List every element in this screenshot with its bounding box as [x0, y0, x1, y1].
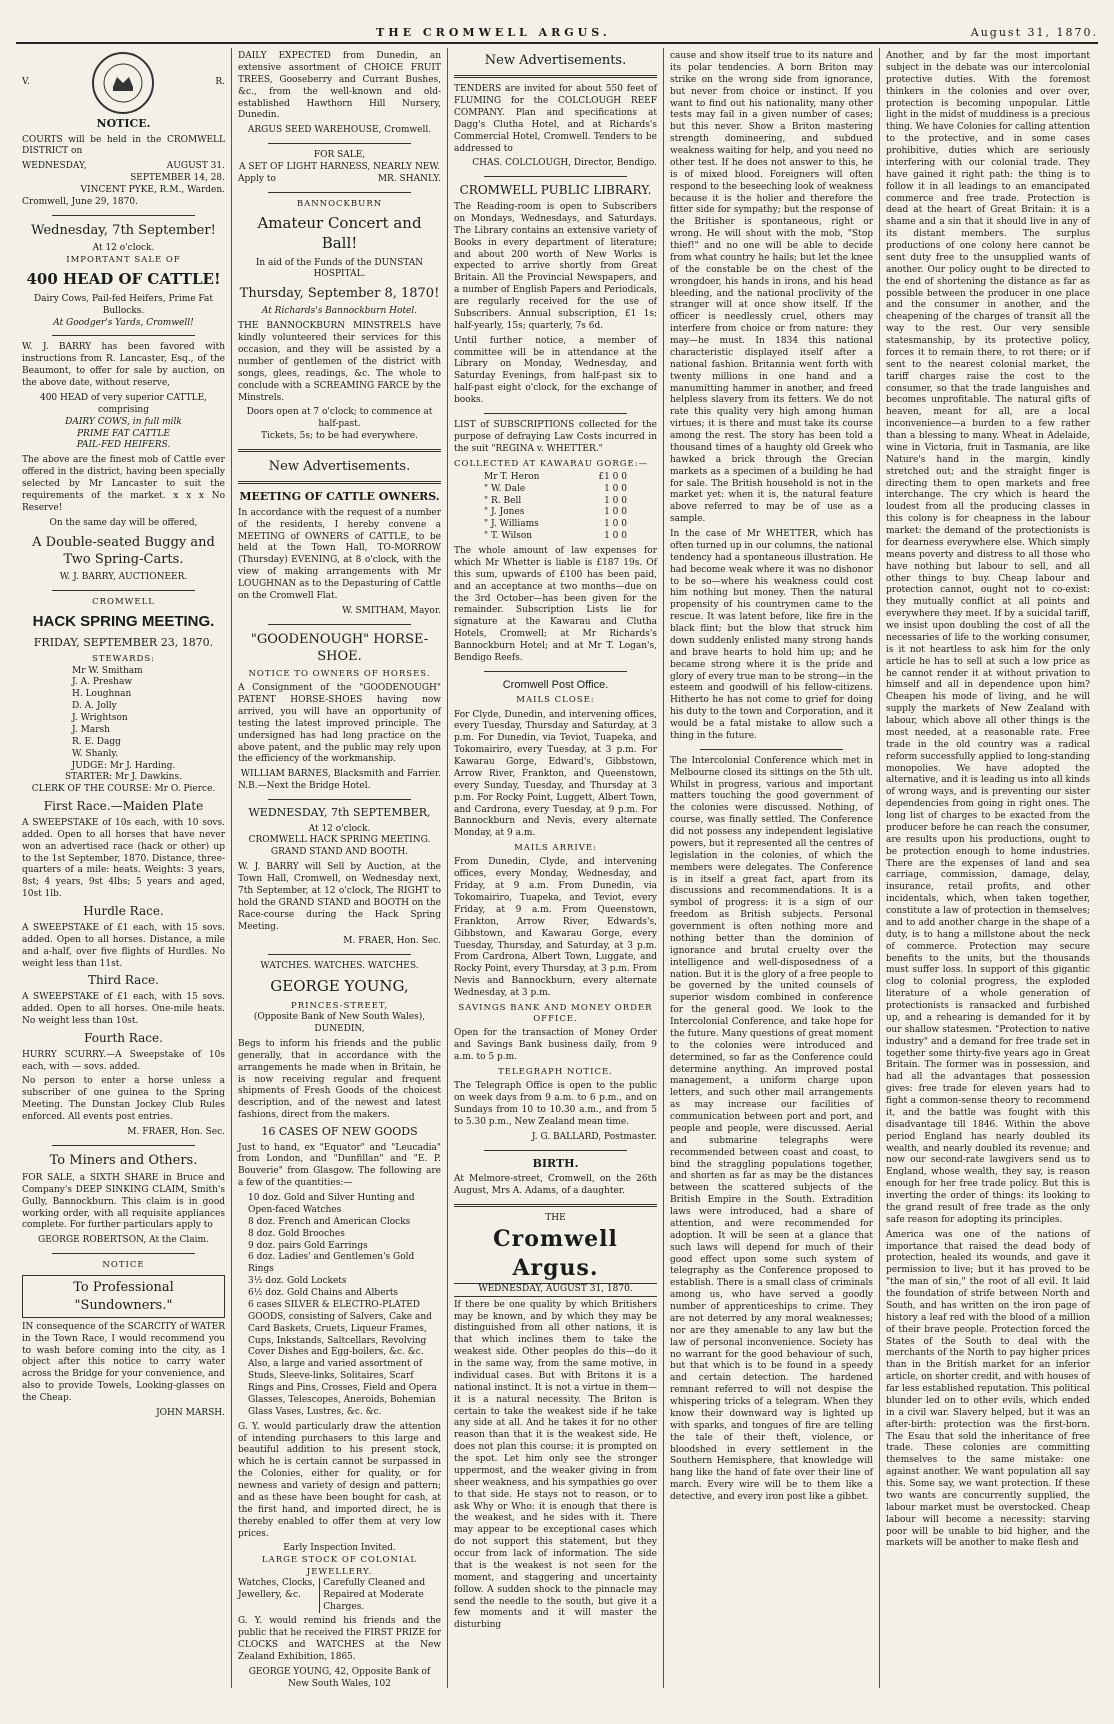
steward: J. Wrightson	[72, 713, 128, 723]
repair-service: Carefully Cleaned and Repaired at Moderate Charges.	[319, 1578, 441, 1614]
horseshoe-subtitle: NOTICE TO OWNERS OF HORSES.	[248, 668, 431, 679]
notice-signature: VINCENT PYKE, R.M., Warden.	[80, 185, 225, 196]
george-young-prize: G. Y. would remind his friends and the public that he received the FIRST PRIZE for CLOCKS and WATCHES at the New Zealand Exhibition, 1865.	[238, 1616, 441, 1663]
goods-item: 8 doz. French and American Clocks	[248, 1216, 411, 1227]
auction-body: W. J. BARRY will Sell by Auction, at the Town Hall, Cromwell, on Wednesday next, 7th September, at 12 o'clock, The RIGHT to hold the GRAND STAND and BOOTH on the Race-course during the Hack Spring Meeting.	[238, 862, 441, 932]
editorial-paragraph-2: cause and show itself true to its nature and its polar tendencies. A born Briton may strike on the wrong side from ignorance, but never from choice or instinct. If you want to find out his nationality, many other tests may fail in a given number of cases; but this never. Show a Briton mastering strength domineering, and subdued weakness waiting for help, and you need no other test. If he does not answer to this, he is of mixed blood. Foreigners will often respond to the beseeching look of weakness because it is the holier and therefore the fitter side for sympathy; but the response of the Britisher is spontaneous, right or wrong. He will shout with the mob, "Stop thief!" and no one will be able to decide from what country he hails; but let the knee of the constable be on the chest of the wrongdoer, his hands in irons, and his head bleeding, and the national proclivity of the stranger will at once show itself. If the officer is needlessly cruel, others may interfere from choice or from nature: they may—he must. In 1834 this national characteristic displayed itself after a national fashion. Britannia went forth with twenty millions in one hand and a manumitting hammer in another, and freed helpless slavery from its fetters. We do not rate this quality very high among human virtues; it is there and must take its course among the rest. The story has been told a thousand times of a haughty old Greek who hawked a brick through the Grecian markets as a specimen of a building he had for sale. The British household is not in the market yet: when it is, the natural feature above referred to may be of use as a sample.	[670, 51, 873, 525]
sundowners-notice: NOTICE	[102, 1260, 145, 1271]
paper-title: THE CROMWELL ARGUS.	[376, 25, 611, 39]
new-advertisements-heading: New Advertisements.	[484, 53, 627, 68]
concert-body: THE BANNOCKBURN MINSTRELS have kindly volunteered their services for this occasion, and they will be assisted by a number of gentlemen of the district with songs, glees, readings, &c. The whole to conclude with a SCREAMING FARCE by the Minstrels.	[238, 321, 441, 403]
sale-auctioneer: W. J. BARRY, AUCTIONEER.	[59, 571, 188, 582]
sale-important: IMPORTANT SALE OF	[66, 254, 181, 265]
clerk-of-course: CLERK OF THE COURSE: Mr O. Pierce.	[31, 784, 216, 795]
stewards-heading: STEWARDS:	[91, 654, 156, 665]
daily-expected-body: DAILY EXPECTED from Dunedin, an extensive assortment of CHOICE FRUIT TREES, Gooseberry and Currant Bushes, &c., from the well-known and old-established Hawthorn Hill Nursery, Dunedin.	[238, 51, 441, 121]
savings-bank-heading: SAVINGS BANK AND MONEY ORDER OFFICE.	[458, 1002, 653, 1025]
george-young-note: G. Y. would particularly draw the attention of intending purchasers to this large and beautiful addition to his present stock, which he is certain cannot be surpassed in the Colonies, either for quality, or for newness and variety of design and pattern; and as these have been bought for cash, at the first hand, and imported direct, he is thereby enabled to offer them at very low prices.	[238, 1421, 441, 1539]
goods-item: 9 doz. pairs Gold Earrings	[248, 1240, 368, 1251]
harness-body: A SET OF LIGHT HARNESS, NEARLY NEW.	[239, 162, 440, 172]
sale-date: Wednesday, 7th September!	[31, 222, 216, 238]
library-title: CROMWELL PUBLIC LIBRARY.	[459, 183, 652, 198]
mails-arrive-heading: MAILS ARRIVE:	[514, 843, 597, 854]
horseshoe-title: "GOODENOUGH" HORSE-SHOE.	[250, 631, 429, 664]
column-1	[16, 48, 232, 1688]
race-4-title: Fourth Race.	[84, 1030, 163, 1045]
george-young-invite: Early Inspection Invited.	[283, 1543, 396, 1554]
steward: D. A. Jolly	[72, 701, 117, 712]
notice-day: WEDNESDAY,	[22, 161, 87, 172]
tender-signature: CHAS. COLCLOUGH, Director, Bendigo.	[472, 158, 657, 169]
sundowners-body: IN consequence of the SCARCITY of WATER in the Town Race, I would recommend you to wash before coming into the city, as I object after this notice to carry water across the Bridge for your convenience, and also to provide Towels, Looking-glasses on the Cheap.	[22, 1321, 225, 1403]
masthead	[16, 22, 1098, 44]
hack-date: FRIDAY, SEPTEMBER 23, 1870.	[33, 635, 214, 649]
steward: J. A. Preshaw	[72, 677, 133, 688]
editorial-paragraph-6: America was one of the nations of importance that raised the dead body of protection, healed its wounds, and gave it permission to live; but it has proved to be "the man of sin," the root of all evil. It laid the foundation of strife between North and South, and has written on the iron page of history a leaf red with the blood of a million of their brave people. Protection forced the States of the South to deal with the merchants of the North to pay higher prices than in the British market for an inferior article, on shorter credit, and with houses of far less established reputation. This political blunder led on to other evils, which ended in a civil war. Slavery helped, but it was an after-birth: protection was the first-born. The Esau that sold the inheritance of free trade. These colonies are committing themselves to the same mistake: one against another. We want population all say this. Some say, we want protection. If these two wants are concurrently supplied, the labour market must be overstocked. Cheap labour will become a necessity: starving poor will be unable to bid higher, and the markets will be another to make flesh and	[886, 1229, 1090, 1549]
editorial-date: WEDNESDAY, AUGUST 31, 1870.	[454, 1283, 657, 1297]
sale-body: W. J. BARRY has been favored with instructions from R. Lancaster, Esq., of the Beaumont, to offer for sale by auction, on the above date, without reserve,	[22, 342, 225, 389]
george-young-street: PRINCES-STREET,	[290, 1000, 389, 1011]
george-young-body: Begs to inform his friends and the public generally, that in accordance with the arrangements he made when in Britain, he is now receiving regular and frequent shipments of Fresh Goods of the choicest description, and of the newest and latest fashions, direct from the makers.	[238, 1038, 441, 1121]
telegraph-body: The Telegraph Office is open to the public on week days from 9 a.m. to 6 p.m., and on Sundays from 10 to 10.30 a.m., and from 5 to 5.30 p.m., New Zealand mean time.	[454, 1081, 657, 1127]
mails-arrive-body: From Dunedin, Clyde, and intervening offices, every Monday, Wednesday, and Friday, at 9 a.m. From Dunedin, via Tokomairiro, Tuapeka, and Teviot, every Friday, at 9 a.m. From Queenstown, Frankton, Arrow River, Edwards's, Gibbstown, and Kawarau Gorge, every Tuesday, Thursday, and Saturday, at 3 p.m. From Cardrona, Albert Town, Luggate, and Rocky Point, every Thursday, at 3 p.m. From Nevis and Bannockburn, every alternate Wednesday, at 3 p.m.	[454, 857, 657, 999]
george-young-cases-body: Just to hand, ex "Equator" and "Leucadia" from London, and "Dunfillan" and "E. P. Bouverie" from Glasgow. The following are a few of the quantities:—	[238, 1142, 441, 1189]
postmaster-signature: J. G. BALLARD, Postmaster.	[531, 1131, 657, 1142]
harness-heading: FOR SALE,	[313, 150, 366, 161]
auction-stand: GRAND STAND AND BOOTH.	[270, 847, 409, 858]
george-young-footer: GEORGE YOUNG, 42, Opposite Bank of New South Wales, 102	[248, 1666, 431, 1688]
harness-name: MR. SHANLY.	[377, 173, 441, 184]
horseshoe-signature: WILLIAM BARNES, Blacksmith and Farrier.	[240, 769, 441, 780]
sale-also: On the same day will be offered,	[49, 517, 198, 528]
masthead-date: August 31, 1870.	[970, 25, 1098, 39]
sundowners-title: To Professional "Sundowners."	[22, 1275, 225, 1317]
sale-time: At 12 o'clock.	[92, 242, 155, 253]
editorial-paragraph-3: In the case of Mr WHETTER, which has often turned up in our columns, the national tendency had a spontaneous illustration. He had become weak where it was no dishonor to be so—where his weakness could cost him nothing but money. Then the natural propensity of his countrymen came to the rescue. It was latent before, like fire in the black flint; but the blow that struck him down suddenly enlisted many strong hands and brave hearts to hold him up; and he became strong where it is the pride and glory of every true man to be strong—in the esteem and goodwill of his fellow-citizens. Hitherto he has not come to grief for doing his duty to the town and Corporation, and it would be a fatal mistake to allow such a thing in the future.	[670, 529, 873, 741]
race-signature: M. FRAER, Hon. Sec.	[127, 1126, 225, 1137]
daily-expected-signature: ARGUS SEED WAREHOUSE, Cromwell.	[247, 125, 432, 136]
race-1-title: First Race.—Maiden Plate	[43, 799, 204, 814]
race-2-body: A SWEEPSTAKE of £1 each, with 15 sovs. added. Open to all horses. Distance, a mile and a-half, over five flights of Hurdles. No weight less than 11st.	[22, 922, 225, 969]
birth-heading: BIRTH.	[532, 1156, 579, 1170]
race-3-body: A SWEEPSTAKE of £1 each, with 15 sovs. added. Open to all horses. One-mile heats. No weight less than 10st.	[22, 992, 225, 1026]
subscription-row: Mr T. Heron £1 0 0	[484, 471, 627, 482]
cattle-meeting-body: In accordance with the request of a number of the residents, I hereby convene a MEETING of OWNERS of CATTLE, to be held at the Town Hall, TO-MORROW (Thursday) EVENING, at 8 o'clock, with the view of making arrangements with Mr LOUGHNAN as to the Depasturing of Cattle on the Cromwell Flat.	[238, 507, 441, 601]
editorial-paragraph-4: The Intercolonial Conference which met in Melbourne closed its sittings on the 5th ult. Whilst in progress, various and important matters touching the good government of the colonies were discussed. Nothing, of course, was finally settled. The Conference did not possess any independent legislative powers, but it represented all the centres of legislation in the colonies, of which the members were delegates. The Conference is in itself a great fact, apart from its discussions and recommendations. It is a symbol of progress: it is a sign of our freedom as British subjects. Personal government is often nothing more and nothing better than the dominion of ignorance and brutal cruelty over the intelligence and well-disposedness of a nation. But it is the glory of a free people to be governed by the united counsels of superior wisdom combined in conference for the general good. We look to the Intercolonial Conference, and take hope for the future. Many questions of great moment to the colonies were introduced and determined, so far as the Conference could determine anything. An improved postal management, a uniform charge upon letters, and such other mail arrangements as may increase our facilities of communication between port and port, and people and people, were discussed. Aerial and submarine telegraphs were recommended between coast and coast, to bind the straggling populations together, and shorten as far as may be the distances between the scattered subjects of the British Empire in the South. Extradition laws were introduced, had a share of attention, and were recommended for adoption. It will be seen at a glance that such laws will depend for much of their good effect upon some such system of telegraphy as the Conference proposed to establish. There is a small class of criminals among us, who have served a goodly number of apprenticeships to crime. They are not deterred by any moral weaknesses; nor are they amenable to any law but the law of personal inconvenience. Society has no warrant for the good behaviour of such, but that which is to be found in a speedy and certain detection. The hardened remnant referred to will not despise the whispering tricks of a telegram. When they know their downward way is lighted up with sparks, and tongues of fire are telling the tale of their theft, violence, or bloodshed in every settlement in the Southern Hemisphere, that knowledge will hang like the hand of fate over their line of march. Every wire will be to them like a detective, and every iron post like a gibbet.	[670, 755, 873, 1502]
editorial-paragraph-5: Another, and by far the most important subject in the debate was our intercolonial protective duties. With the foremost thinkers in the colonies and over over, protection is becoming unpopular. Little light in the midst of muddiness is a precious thing. We have Colonies for calling attention to the protective, and in some cases prohibitive, duties which are seriously interfering with our colonial trade. They have gained it right path: the thing is to follow it in all leadings to an emancipated commerce and free trade. Protection is dead at the heart of Great Britain: it is a shame and a sin that it should live in any of its distant members. The surplus productions of one colony here cannot be sent duty free to the unsupplied wants of another. Our policy ought to be directed to the end of shortening the distance as far as possible between the producer in one place and the consumer in another, and the cheapening of the charges of transit all the way to the rest. Our very sensible statesmanship, by its protective policy, forces it to remain there, to rot there; or if sent to the nearest colonial market, the tariff charges raise the cost to the consumer, so that the trade languishes and becomes unprofitable. The natural gifts of heaven, meant for all, are a local inconvenience—a burden to a few rather than a blessing to many. Wheat in Adelaide, wine in Victoria, fruit in Tasmania, are like Nature's hand in the margin, kindly stretched out; and the straight finger is directing them to open markets and free interchange. The cry which is heard the loudest from all the producing classes in this colony is for cheapness in the labour market: the demand of the protectionists is for dearness everywhere else. Which simply means poverty and distress to all those who have nothing but labour to sell, and all other things to buy. Cheap labour and protection cannot, ought not to co-exist: they mutually conflict at all points and everywhere they meet. If by a suicidal tariff, we insist upon doubling the cost of all the necessaries of life to the working consumer, is it not heartless to ask him for the only article he has to sell at such a low price as he cannot render it at without privation to himself and all in dependence upon him? Cheapen his mode of living, and he will supply the markets of New Zealand with labour, which above all other things is the most needed, at a reasonable rate. Free trade in the old country was a radical reform successfully applied to long-standing monopolies. We have adopted the alternative, and it is leading us into all kinds of wrong ways, and is preventing our sister dependencies from going in right ones. The long list of charges to be exacted from the producer before he can reach the consumer, are results upon his productions, ought to be protection enough to home industries. There are the expenses of land and sea carriage, commission, damage, delay, insurance, retail profits, and other incidentals, which, when taken together, constitute a law of protection in themselves; and to add another charge in the shape of a duty, is to hang a millstone about the neck of commerce. Protection may secure benefits to the units, but the thousands must suffer loss. In support of this gigantic clog to colonial progress, the exploded literature of a whole generation of protectionists is ransacked and furbished up, and a rehearing is demanded for it by our shallow statesmen. "Protection to native industry" and a demand for free trade set in together some thirty-five years ago in Great Britain. The former was in possession, and had all the advantages that possession gives: free trade for eleven years had to fight a common-sense theory to recommend it, and the battle was fought with this disadvantage till 1846. Within the above period England has nearly doubled its wealth, and nearly doubled its revenue; and now our second-rate lawgivers send us to England, whose wealth, they say, is reason enough for her free trade policy. But this is inverting the order of things: its looking to the grand result of free trade as the only safe reason for adopting its principles.	[886, 51, 1090, 1225]
subscription-row: " T. Wilson 1 0 0	[484, 531, 627, 542]
hack-town: CROMWELL	[92, 596, 155, 607]
goods-item: 3½ doz. Gold Lockets	[248, 1276, 347, 1287]
horseshoe-body: A Consignment of the "GOODENOUGH" PATENT HORSE-SHOES having now arrived, you will have an opportunity of testing the latest improved principle. The undersigned has had long practice on the above patent, and the public may rely upon the efficiency of the workmanship.	[238, 683, 441, 765]
post-office-title: Cromwell Post Office.	[502, 678, 609, 691]
sundowners-signature: JOHN MARSH.	[156, 1407, 225, 1418]
subscriptions-title: LIST of SUBSCRIPTIONS collected for the purpose of defraying Law Costs incurred in the suit "REGINA v. WHETTER."	[454, 419, 657, 454]
watches-banner: WATCHES. WATCHES. WATCHES.	[260, 961, 419, 972]
vr-v: V.	[22, 77, 30, 88]
concert-tickets: Tickets, 5s; to be had everywhere.	[261, 431, 418, 442]
library-body: The Reading-room is open to Subscribers on Mondays, Wednesdays, and Saturdays. The Library contains an extensive variety of Books in every department of literature; and about 200 worth of New Works is expected to arrive shortly from Great Britain. All the Provincial Newspapers, and a number of English Papers and Periodicals, are regularly received for the use of Subscribers. Annual subscription, £1 1s; half-yearly, 15s; quarterly, 7s 6d.	[454, 202, 657, 331]
steward: Mr W. Smitham	[72, 665, 143, 676]
editorial-paragraph-1: If there be one quality by which Britishers may be known, and by which they may be distinguished from all other nations, it is that which inclines them to take the weakest side. Other peoples do this—do it in the same way, from the same motive, in individual cases. But with Britons it is a national instinct. It is not a virtue in them—it is a natural necessity. The Briton is certain to take the weakest side if he take any side at all. And he takes it for no other reason than that it is the weakest side. He does not plan this course: it is prompted on the spot. Let him only see the stronger uppermost, and the weaker giving in from sheer weakness, and his sympathies go over to that side. He stays not to reason, or to ask Why or Who: it is enough that there is the weakest, and he sides with it. There may appear to be exceptional cases which do not support this statement, but they occur from lack of information. The side that is the weakest is not seen for the moment, and staggering and uncertainty follow. A sudden shock to the pinnacle may send the needle to the south, but give it a few moments and it will master the disturbing	[454, 1299, 657, 1631]
george-young-opposite: (Opposite Bank of New South Wales),	[253, 1012, 426, 1023]
concert-aid: In aid of the Funds of the DUNSTAN HOSPITAL.	[255, 257, 424, 280]
goods-item: 6 cases SILVER & ELECTRO-PLATED GOODS, consisting of Salvers, Cake and Card Baskets, Cruets, Liqueur Frames, Cups, Inkstands, Saltcellars, Revolving Cover Dishes and Egg-boilers, &c. &c.	[248, 1299, 432, 1358]
cattle-meeting-heading: MEETING OF CATTLE OWNERS.	[239, 490, 440, 504]
goods-item: 10 doz. Gold and Silver Hunting and Open-faced Watches	[248, 1193, 415, 1215]
sale-description: Dairy Cows, Pail-fed Heifers, Prime Fat Bullocks.	[33, 293, 214, 316]
steward: H. Loughnan	[72, 689, 132, 700]
hack-title: HACK SPRING MEETING.	[32, 612, 215, 630]
race-1-body: A SWEEPSTAKE of 10s each, with 10 sovs. added. Open to all horses that have never won an advertised race (hack or other) up to the 1st September, 1870. Distance, three-quarters of a mile: heats. Weights: 3 years, 8st; 4 years, 9st 4lbs; 5 years and aged, 10st 1lb.	[22, 817, 225, 900]
auction-meeting: CROMWELL HACK SPRING MEETING.	[248, 835, 431, 846]
george-young-name: GEORGE YOUNG,	[270, 977, 409, 996]
race-note: No person to enter a horse unless a subscriber of one guinea to the Spring Meeting. The Dunstan Jockey Club Rules enforced. All events post entries.	[22, 1076, 225, 1123]
notice-date-2: SEPTEMBER 14, 28.	[130, 173, 225, 184]
goods-item: Also, a large and varied assortment of Studs, Sleeve-links, Solitaires, Scarf Rings and Pins, Crosses, Field and Opera Glasses, Telescopes, Aneroids, Bohemian Glass Vases, Lustres, &c. &c.	[248, 1359, 437, 1417]
steward: R. E. Dagg	[72, 736, 121, 747]
vr-r: R.	[215, 77, 225, 88]
subscription-row: " W. Dale 1 0 0	[484, 483, 627, 494]
column-2	[232, 48, 448, 1688]
notice-body: COURTS will be held in the CROMWELL DISTRICT on	[22, 134, 225, 157]
concert-town: BANNOCKBURN	[296, 198, 383, 209]
royal-seal-icon	[92, 52, 154, 114]
concert-title: Amateur Concert and Ball!	[257, 213, 422, 252]
birth-body: At Melmore-street, Cromwell, on the 26th August, Mrs A. Adams, of a daughter.	[454, 1174, 657, 1196]
race-4-body: HURRY SCURRY.—A Sweepstake of 10s each, with — sovs. added.	[22, 1049, 225, 1072]
george-young-town: DUNEDIN,	[314, 1024, 365, 1035]
sale-note: The above are the finest mob of Cattle ever offered in the district, having been specially selected by Mr Lancaster to suit the requirements of the market. x x x No Reserve!	[22, 455, 225, 513]
sale-item-2: PRIME FAT CATTLE	[77, 428, 170, 439]
steward: J. Marsh	[72, 724, 110, 735]
new-advertisements-heading: New Advertisements.	[268, 459, 411, 475]
editorial-paper-name: Cromwell Argus.	[493, 1225, 618, 1281]
library-note: Until further notice, a member of committee will be in attendance at the Library on Monday, Wednesday, and Saturday Evenings, from half-past six to half-past eight o'clock, for the exchange of books.	[454, 335, 657, 406]
goods-item: 8 doz. Gold Brooches	[248, 1228, 345, 1239]
subscriptions-note: The whole amount of law expenses for which Mr Whetter is liable is £187 19s. Of this sum, upwards of £100 has been paid, and an acceptance at two months—due on the 3rd October—has been given for the remainder. Subscription Lists lie for signature at the Kawarau and Clutha Hotels, Cromwell; at Mr Richards's Bannockburn Hotel; and at Mr T. Logan's, Bendigo Reefs.	[454, 546, 657, 663]
column-3	[448, 48, 664, 1688]
column-5	[880, 48, 1096, 1688]
sale-item-1: DAIRY COWS, in full milk	[65, 416, 182, 427]
column-4	[664, 48, 880, 1688]
savings-bank-body: Open for the transaction of Money Order and Savings Bank business daily, from 9 a.m. to 5 p.m.	[454, 1028, 657, 1063]
notice-heading: NOTICE.	[96, 117, 151, 130]
race-2-title: Hurdle Race.	[83, 904, 164, 919]
tender-body: TENDERS are invited for about 550 feet of FLUMING for the COLCLOUGH REEF COMPANY. Plan and specifications at Dagg's Clutha Hotel, and at Richards's Commercial Hotel, Cromwell. Tenders to be addressed to	[454, 84, 657, 154]
subscription-row: " R. Bell 1 0 0	[484, 495, 627, 506]
subscription-row: " J. Jones 1 0 0	[484, 507, 627, 518]
mails-close-heading: MAILS CLOSE:	[516, 695, 595, 706]
auction-time: At 12 o'clock.	[308, 823, 371, 834]
starter: STARTER: Mr J. Dawkins.	[65, 772, 182, 783]
goods-item: 6 doz. Ladies' and Gentlemen's Gold Rings	[248, 1252, 415, 1275]
auction-date: WEDNESDAY, 7th SEPTEMBER,	[248, 806, 431, 820]
sale-400: 400 HEAD of very superior CATTLE, comprising	[39, 392, 208, 415]
race-3-title: Third Race.	[88, 973, 159, 988]
judge: JUDGE: Mr J. Harding.	[71, 760, 176, 771]
subscriptions-heading: COLLECTED AT KAWARAU GORGE:—	[454, 458, 649, 469]
editorial-the: THE	[545, 1212, 566, 1223]
sale-place: At Goodger's Yards, Cromwell!	[53, 317, 194, 328]
george-young-cases: 16 CASES OF NEW GOODS	[261, 1125, 418, 1139]
steward: W. Shanly.	[72, 748, 119, 759]
auction-signature: M. FRAER, Hon. Sec.	[343, 936, 441, 947]
horseshoe-nb: N.B.—Next the Bridge Hotel.	[238, 781, 371, 792]
telegraph-heading: TELEGRAPH NOTICE.	[498, 1066, 613, 1077]
notice-dateline: Cromwell, June 29, 1870.	[22, 196, 138, 207]
miners-heading: To Miners and Others.	[49, 1152, 198, 1168]
subscription-row: " J. Williams 1 0 0	[484, 519, 627, 530]
george-young-jewellery: LARGE STOCK OF COLONIAL JEWELLERY.	[261, 1555, 418, 1577]
miners-body: FOR SALE, a SIXTH SHARE in Bruce and Company's DEEP SINKING CLAIM, Smith's Gully, Bannockburn. This claim is in good working order, with all requisite appliances complete. For further particulars apply to	[22, 1172, 225, 1231]
concert-doors: Doors open at 7 o'clock; to commence at half-past.	[246, 407, 433, 430]
harness-apply: Apply to	[238, 173, 276, 184]
goods-item: 6½ doz. Gold Chains and Alberts	[248, 1288, 399, 1299]
mails-close-body: For Clyde, Dunedin, and intervening offices, every Tuesday, Thursday and Saturday, at 3 p.m. For Dunedin, via Teviot, Tuapeka, and Tokomairiro, every Tuesday, at 3 p.m. For Kawarau Gorge, Edward's, Gibbstown, Arrow River, Frankton, and Queenstown, every Sunday, Tuesday, and Thursday at 3 p.m. For Rocky Point, Luggett, Albert Town, and Cardrona, every Tuesday, at 9 p.m. For Bannockburn and Nevis, every alternate Monday, at 9 a.m.	[454, 709, 657, 839]
notice-date-1: AUGUST 31.	[166, 161, 225, 172]
concert-place: At Richards's Bannockburn Hotel.	[261, 306, 418, 317]
sale-headline: 400 HEAD OF CATTLE!	[26, 270, 221, 289]
sale-buggy: A Double-seated Buggy and Two Spring-Carts.	[32, 534, 215, 567]
sale-item-3: PAIL-FED HEIFERS.	[76, 440, 171, 451]
miners-signature: GEORGE ROBERTSON, At the Claim.	[38, 1235, 209, 1246]
cattle-meeting-signature: W. SMITHAM, Mayor.	[342, 605, 441, 616]
concert-date: Thursday, September 8, 1870!	[239, 286, 440, 302]
repair-items: Watches, Clocks, Jewellery, &c.	[238, 1577, 316, 1600]
